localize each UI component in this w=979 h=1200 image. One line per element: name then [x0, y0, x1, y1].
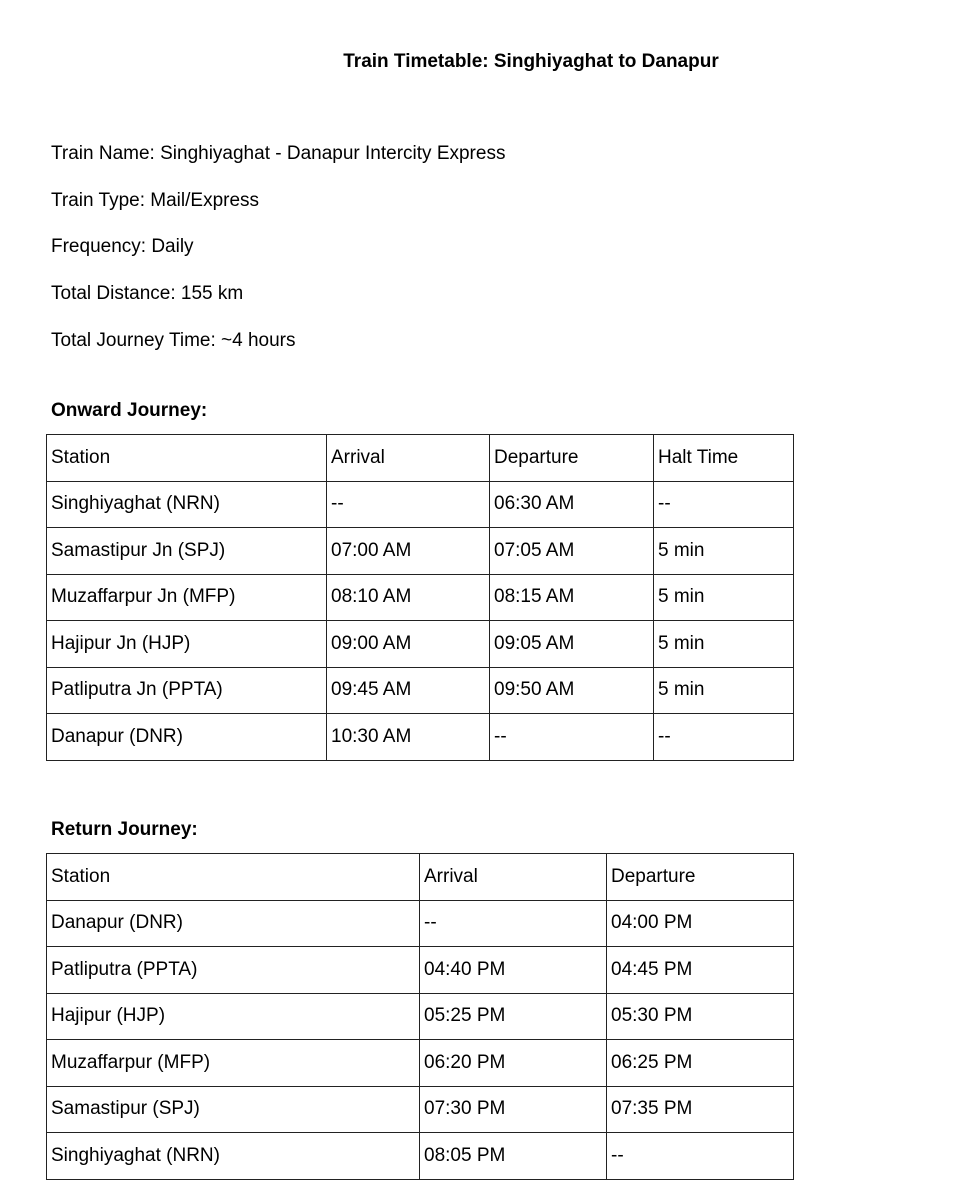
info-train-type [51, 189, 259, 213]
table-row [47, 528, 794, 575]
info-train-name [51, 142, 505, 166]
departure-cell: 06:25 PM [607, 1040, 794, 1087]
halt-time-cell: -- [654, 481, 794, 528]
station-cell: Danapur (DNR) [47, 714, 327, 761]
departure-cell: 09:05 AM [490, 621, 654, 668]
table-header-row [47, 435, 794, 482]
table-row [47, 481, 794, 528]
station-cell: Singhiyaghat (NRN) [47, 1133, 420, 1180]
header-arrival: Arrival [327, 435, 490, 482]
arrival-cell: 10:30 AM [327, 714, 490, 761]
arrival-cell: 06:20 PM [420, 1040, 607, 1087]
info-frequency [51, 235, 194, 259]
header-arrival: Arrival [420, 854, 607, 901]
arrival-cell: -- [327, 481, 490, 528]
station-cell: Samastipur (SPJ) [47, 1086, 420, 1133]
station-cell: Hajipur Jn (HJP) [47, 621, 327, 668]
station-cell: Patliputra Jn (PPTA) [47, 667, 327, 714]
departure-cell: 04:00 PM [607, 900, 794, 947]
page-title: Train Timetable: Singhiyaghat to Danapur [343, 51, 719, 72]
table-row [47, 1133, 794, 1180]
header-station: Station [47, 435, 327, 482]
onward-journey-table [46, 434, 794, 761]
table-row [47, 1086, 794, 1133]
departure-cell: 09:50 AM [490, 667, 654, 714]
arrival-cell: 09:00 AM [327, 621, 490, 668]
onward-journey-heading: Onward Journey: [51, 400, 208, 421]
station-cell: Patliputra (PPTA) [47, 947, 420, 994]
info-label: Total Journey Time: [51, 330, 216, 351]
departure-cell: 07:35 PM [607, 1086, 794, 1133]
departure-cell: 04:45 PM [607, 947, 794, 994]
table-row [47, 993, 794, 1040]
arrival-cell: 08:05 PM [420, 1133, 607, 1180]
arrival-cell: 09:45 AM [327, 667, 490, 714]
station-cell: Muzaffarpur (MFP) [47, 1040, 420, 1087]
table-header-row [47, 854, 794, 901]
info-label: Train Name: [51, 143, 155, 164]
table-row [47, 1040, 794, 1087]
return-journey-table [46, 853, 794, 1180]
info-value: Mail/Express [150, 190, 260, 211]
departure-cell: 05:30 PM [607, 993, 794, 1040]
info-total-journey-time [51, 329, 296, 353]
departure-cell: 08:15 AM [490, 574, 654, 621]
header-halt-time: Halt Time [654, 435, 794, 482]
halt-time-cell: -- [654, 714, 794, 761]
table-row [47, 667, 794, 714]
station-cell: Hajipur (HJP) [47, 993, 420, 1040]
info-value: ~4 hours [221, 330, 296, 351]
halt-time-cell: 5 min [654, 667, 794, 714]
station-cell: Muzaffarpur Jn (MFP) [47, 574, 327, 621]
table-row [47, 947, 794, 994]
halt-time-cell: 5 min [654, 528, 794, 575]
info-label: Frequency: [51, 236, 147, 257]
info-value: Singhiyaghat - Danapur Intercity Express [160, 143, 506, 164]
header-station: Station [47, 854, 420, 901]
header-departure: Departure [607, 854, 794, 901]
station-cell: Singhiyaghat (NRN) [47, 481, 327, 528]
halt-time-cell: 5 min [654, 621, 794, 668]
info-value: 155 km [180, 283, 244, 304]
departure-cell: -- [607, 1133, 794, 1180]
arrival-cell: 07:00 AM [327, 528, 490, 575]
info-label: Total Distance: [51, 283, 176, 304]
info-label: Train Type: [51, 190, 145, 211]
station-cell: Samastipur Jn (SPJ) [47, 528, 327, 575]
station-cell: Danapur (DNR) [47, 900, 420, 947]
departure-cell: 07:05 AM [490, 528, 654, 575]
header-departure: Departure [490, 435, 654, 482]
info-total-distance [51, 282, 243, 306]
departure-cell: -- [490, 714, 654, 761]
arrival-cell: 07:30 PM [420, 1086, 607, 1133]
halt-time-cell: 5 min [654, 574, 794, 621]
arrival-cell: 04:40 PM [420, 947, 607, 994]
info-value: Daily [151, 236, 194, 257]
table-row [47, 574, 794, 621]
table-row [47, 900, 794, 947]
table-row [47, 714, 794, 761]
departure-cell: 06:30 AM [490, 481, 654, 528]
arrival-cell: 05:25 PM [420, 993, 607, 1040]
arrival-cell: 08:10 AM [327, 574, 490, 621]
arrival-cell: -- [420, 900, 607, 947]
table-row [47, 621, 794, 668]
return-journey-heading: Return Journey: [51, 819, 198, 840]
